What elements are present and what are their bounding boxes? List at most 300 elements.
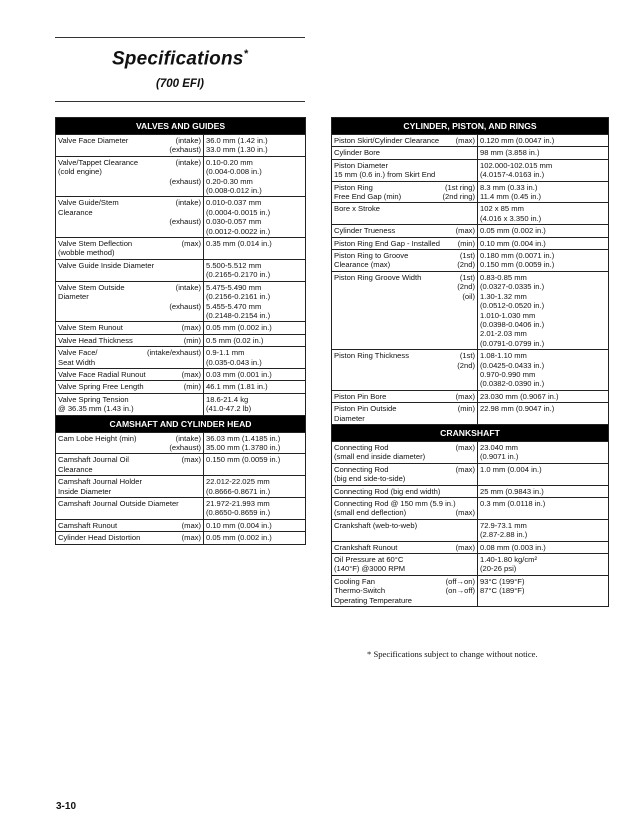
- spec-label: (cold engine): [58, 167, 102, 177]
- spec-label-line: [334, 204, 475, 213]
- spec-value-cell: [478, 135, 609, 147]
- spec-label-cell: [56, 156, 204, 197]
- title-text: Specifications: [111, 48, 244, 70]
- right-spec-table: [331, 117, 609, 607]
- spec-qualifier: (2nd): [457, 360, 475, 370]
- spec-label: Inside Diameter: [58, 486, 112, 496]
- spec-row: [332, 575, 609, 606]
- spec-value: 22.012-22.025 mm: [206, 477, 270, 487]
- spec-label-line: [334, 499, 475, 508]
- spec-label: Thermo-Switch: [334, 586, 386, 596]
- spec-label-line: [58, 177, 201, 186]
- spec-value: 0.010-0.037 mm: [206, 198, 262, 208]
- spec-label-cell: [56, 381, 204, 393]
- spec-value-cell: [478, 225, 609, 237]
- spec-label-line: [58, 136, 201, 145]
- spec-label-cell: [56, 498, 204, 520]
- spec-label-cell: [332, 350, 478, 391]
- spec-label-cell: [332, 271, 478, 349]
- spec-qualifier: (2nd): [457, 260, 475, 270]
- spec-value: 21.972-21.993 mm: [206, 499, 270, 508]
- spec-label-cell: [332, 159, 478, 181]
- spec-row: [56, 322, 306, 334]
- spec-label-line: [58, 167, 201, 176]
- spec-qualifier: (off→on): [445, 576, 475, 586]
- spec-label-line: [58, 533, 201, 542]
- spec-label-line: [58, 443, 201, 452]
- spec-row: [332, 519, 609, 541]
- spec-label: Clearance (max): [334, 260, 391, 270]
- spec-value-cell: [478, 575, 609, 606]
- spec-label: Crankshaft Runout: [334, 542, 398, 552]
- spec-value: 2.01-2.03 mm: [480, 329, 527, 339]
- crankshaft-header: CRANKSHAFT: [332, 424, 609, 441]
- cylinder-piston-rings-rows: [332, 135, 609, 425]
- spec-label: Camshaft Journal Holder: [58, 477, 142, 487]
- spec-label: Valve Guide Inside Diameter: [58, 260, 155, 270]
- spec-label-line: [58, 198, 201, 207]
- spec-qualifier: (max): [181, 533, 201, 543]
- spec-label-cell: [56, 281, 204, 322]
- spec-value: (0.004-0.008 in.): [206, 167, 262, 177]
- spec-qualifier: (min): [183, 382, 201, 392]
- spec-label: Connecting Rod @ 150 mm (5.9 in.): [334, 499, 456, 508]
- spec-label: Seat Width: [58, 357, 96, 367]
- spec-qualifier: (min): [457, 404, 475, 414]
- spec-value: 1.010-1.030 mm: [480, 310, 536, 320]
- spec-label-line: [334, 192, 475, 201]
- spec-label-line: [334, 170, 475, 179]
- spec-value: (0.0004-0.0015 in.): [206, 207, 271, 217]
- spec-qualifier: [199, 208, 201, 217]
- spec-label: Cylinder Trueness: [334, 226, 396, 236]
- spec-qualifier: (on→off): [445, 586, 475, 596]
- spec-value: (4.016 x 3.350 in.): [480, 213, 542, 223]
- spec-qualifier: [199, 292, 201, 301]
- spec-label: Diameter: [334, 413, 365, 423]
- spec-value: 36.0 mm (1.42 in.): [206, 136, 268, 145]
- spec-row: [332, 463, 609, 485]
- spec-qualifier: (max): [181, 520, 201, 530]
- spec-row: [332, 554, 609, 576]
- spec-value-cell: [478, 485, 609, 497]
- spec-label: (small end inside diameter): [334, 452, 426, 462]
- spec-label-line: [58, 382, 201, 391]
- spec-value-cell: [204, 322, 306, 334]
- spec-qualifier: [199, 465, 201, 474]
- spec-label-line: [334, 452, 475, 461]
- spec-value: 5.500-5.512 mm: [206, 260, 262, 270]
- spec-label-line: [334, 521, 475, 530]
- spec-value: 93°C (199°F): [480, 576, 525, 586]
- spec-value-cell: [478, 237, 609, 249]
- left-spec-table: [55, 117, 306, 545]
- spec-value: 87°C (189°F): [480, 586, 525, 596]
- spec-label-line: [58, 323, 201, 332]
- camshaft-cylinder-head-header: CAMSHAFT AND CYLINDER HEAD: [56, 415, 306, 432]
- spec-label-line: [58, 261, 201, 270]
- spec-label: (140°F) @3000 RPM: [334, 564, 406, 574]
- spec-label-line: [58, 348, 201, 357]
- spec-label: Oil Pressure at 60°C: [334, 555, 404, 565]
- spec-qualifier: (intake): [175, 157, 201, 167]
- page-subtitle: (700 EFI): [156, 78, 204, 90]
- spec-value: (0.8650-0.8659 in.): [206, 508, 271, 518]
- spec-value-cell: [204, 368, 306, 380]
- spec-qualifier: (min): [457, 238, 475, 248]
- spec-label-line: [334, 465, 475, 474]
- spec-value-cell: [478, 181, 609, 203]
- spec-label: Piston Ring End Gap - Installed: [334, 238, 440, 248]
- spec-value-cell: [204, 197, 306, 238]
- spec-value: 1.40-1.80 kg/cm²: [480, 555, 537, 565]
- spec-row: [332, 181, 609, 203]
- spec-label: Connecting Rod (big end width): [334, 486, 441, 496]
- header-rule-bottom: [55, 101, 305, 102]
- spec-label-cell: [56, 532, 204, 544]
- spec-value: 22.98 mm (0.9047 in.): [480, 404, 555, 414]
- spec-label-line: [334, 260, 475, 269]
- spec-value: 33.0 mm (1.30 in.): [206, 145, 268, 155]
- spec-label-cell: [56, 259, 204, 281]
- spec-qualifier: (1st ring): [445, 182, 475, 192]
- spec-label-cell: [332, 225, 478, 237]
- spec-value-cell: [478, 463, 609, 485]
- spec-label: Operating Temperature: [334, 595, 412, 605]
- spec-label-line: [58, 404, 201, 413]
- spec-value: 11.4 mm (0.45 in.): [480, 192, 542, 202]
- spec-label: Piston Pin Bore: [334, 391, 387, 401]
- crankshaft-rows: [332, 441, 609, 606]
- spec-label: Valve Guide/Stem: [58, 198, 119, 208]
- spec-value-cell: [204, 238, 306, 260]
- spec-row: [332, 350, 609, 391]
- spec-value-cell: [478, 350, 609, 391]
- spec-value: (0.008-0.012 in.): [206, 186, 262, 196]
- spec-qualifier: [473, 161, 475, 170]
- spec-qualifier: (max): [455, 226, 475, 236]
- spec-qualifier: (intake): [175, 282, 201, 292]
- spec-qualifier: (intake): [175, 136, 201, 145]
- spec-label-cell: [332, 519, 478, 541]
- spec-qualifier: (max): [181, 369, 201, 379]
- spec-value: (0.2156-0.2161 in.): [206, 292, 271, 302]
- spec-label: Camshaft Journal Oil: [58, 455, 129, 465]
- spec-value: 102.000-102.015 mm: [480, 160, 553, 170]
- spec-value-cell: [478, 147, 609, 159]
- spec-label-line: [58, 208, 201, 217]
- spec-label-line: [58, 395, 201, 404]
- spec-qualifier: (exhaust): [169, 217, 201, 227]
- spec-qualifier: (exhaust): [169, 442, 201, 452]
- spec-qualifier: (intake/exhaust): [146, 348, 201, 358]
- spec-value: 1.0 mm (0.004 in.): [480, 464, 542, 474]
- spec-value: (0.2165-0.2170 in.): [206, 270, 271, 280]
- cylinder-piston-rings-header: CYLINDER, PISTON, AND RINGS: [332, 118, 609, 135]
- spec-label-line: [334, 148, 475, 157]
- spec-qualifier: [473, 414, 475, 423]
- spec-label-cell: [332, 441, 478, 463]
- spec-qualifier: (max): [455, 136, 475, 145]
- spec-label-cell: [56, 322, 204, 334]
- spec-label: Valve/Tappet Clearance: [58, 157, 139, 167]
- spec-row: [56, 393, 306, 415]
- spec-label-cell: [56, 432, 204, 454]
- spec-label-line: [58, 434, 201, 443]
- spec-row: [56, 432, 306, 454]
- spec-row: [56, 259, 306, 281]
- spec-value: 102 x 85 mm: [480, 204, 524, 214]
- spec-label-line: [58, 239, 201, 248]
- spec-label: 15 mm (0.6 in.) from Skirt End: [334, 170, 436, 180]
- spec-label-cell: [332, 250, 478, 272]
- spec-label-line: [58, 292, 201, 301]
- spec-qualifier: [473, 499, 475, 508]
- spec-row: [56, 519, 306, 531]
- spec-qualifier: [473, 474, 475, 483]
- spec-qualifier: [199, 248, 201, 257]
- spec-label-line: [58, 158, 201, 167]
- spec-label-line: [334, 273, 475, 282]
- spec-value: 1.30-1.32 mm: [480, 291, 527, 301]
- spec-value: 23.030 mm (0.9067 in.): [480, 391, 559, 401]
- spec-label-line: [334, 226, 475, 235]
- spec-qualifier: [473, 596, 475, 605]
- spec-value: 35.00 mm (1.3780 in.): [206, 442, 281, 452]
- spec-label-line: [58, 358, 201, 367]
- spec-label: Connecting Rod: [334, 442, 389, 452]
- spec-value-cell: [204, 259, 306, 281]
- header-rule-top: [55, 37, 305, 38]
- spec-label: Valve Spring Free Length: [58, 382, 144, 392]
- spec-label-cell: [56, 347, 204, 369]
- spec-value: 18.6-21.4 kg: [206, 394, 249, 404]
- spec-label-line: [334, 251, 475, 260]
- spec-value: (41.0-47.2 lb): [206, 404, 252, 414]
- footnote: * Specifications subject to change without notice.: [367, 649, 538, 659]
- spec-label-cell: [332, 541, 478, 553]
- spec-label-cell: [56, 135, 204, 157]
- spec-label-cell: [56, 393, 204, 415]
- spec-value: 36.03 mm (1.4185 in.): [206, 433, 281, 443]
- spec-value-cell: [478, 541, 609, 553]
- spec-label-line: [58, 302, 201, 311]
- spec-label-line: [334, 292, 475, 301]
- spec-value-cell: [478, 554, 609, 576]
- spec-qualifier: [473, 452, 475, 461]
- spec-value-cell: [204, 519, 306, 531]
- spec-label: @ 36.35 mm (1.43 in.): [58, 404, 134, 414]
- spec-label: (wobble method): [58, 248, 115, 258]
- spec-qualifier: [473, 148, 475, 157]
- spec-label-line: [334, 596, 475, 605]
- spec-value: 0.10-0.20 mm: [206, 157, 253, 167]
- page-title: [55, 48, 305, 70]
- spec-value: (0.0327-0.0335 in.): [480, 282, 545, 292]
- valves-guides-rows: [56, 135, 306, 416]
- spec-label: Cylinder Head Distortion: [58, 533, 141, 543]
- spec-label: Connecting Rod: [334, 464, 389, 474]
- title-asterisk: *: [243, 48, 249, 60]
- spec-label-cell: [332, 554, 478, 576]
- spec-label-line: [58, 248, 201, 257]
- spec-value: 0.03 mm (0.001 in.): [206, 369, 272, 379]
- spec-label-line: [334, 577, 475, 586]
- spec-label: Piston Ring: [334, 182, 373, 192]
- spec-row: [56, 476, 306, 498]
- spec-label: Piston Skirt/Cylinder Clearance: [334, 136, 440, 145]
- spec-value: 5.455-5.470 mm: [206, 301, 262, 311]
- spec-label-cell: [332, 237, 478, 249]
- spec-label-cell: [332, 463, 478, 485]
- spec-label-cell: [332, 147, 478, 159]
- spec-value: (0.0382-0.0390 in.): [480, 379, 545, 389]
- spec-row: [332, 135, 609, 147]
- spec-row: [56, 454, 306, 476]
- spec-label-line: [334, 586, 475, 595]
- spec-label-cell: [332, 498, 478, 520]
- spec-qualifier: (intake): [175, 433, 201, 443]
- spec-row: [56, 368, 306, 380]
- spec-qualifier: (1st): [459, 272, 475, 282]
- spec-row: [332, 390, 609, 402]
- spec-qualifier: (max): [455, 391, 475, 401]
- spec-qualifier: (max): [455, 464, 475, 474]
- spec-value: 46.1 mm (1.81 in.): [206, 382, 268, 392]
- spec-value-cell: [478, 159, 609, 181]
- spec-label-line: [334, 443, 475, 452]
- spec-value: 98 mm (3.858 in.): [480, 148, 540, 158]
- spec-label-line: [334, 361, 475, 370]
- spec-value: (0.2148-0.2154 in.): [206, 310, 271, 320]
- spec-value: 23.040 mm: [480, 442, 518, 452]
- spec-value: 72.9-73.1 mm: [480, 520, 527, 530]
- valves-guides-header: VALVES AND GUIDES: [56, 118, 306, 135]
- spec-label: Crankshaft (web-to-web): [334, 520, 418, 530]
- spec-row: [56, 381, 306, 393]
- spec-value: 0.08 mm (0.003 in.): [480, 542, 546, 552]
- spec-row: [56, 156, 306, 197]
- spec-label-cell: [56, 476, 204, 498]
- spec-label: Clearance: [58, 207, 93, 217]
- spec-qualifier: (1st): [459, 251, 475, 261]
- spec-qualifier: (2nd): [457, 282, 475, 292]
- spec-qualifier: [473, 487, 475, 496]
- spec-value: 0.150 mm (0.0059 in.): [206, 455, 281, 465]
- spec-value: (0.8666-0.8671 in.): [206, 486, 271, 496]
- spec-label: Piston Ring Thickness: [334, 351, 409, 361]
- spec-label-cell: [332, 135, 478, 147]
- spec-label-line: [58, 487, 201, 496]
- spec-label-cell: [332, 181, 478, 203]
- spec-row: [56, 532, 306, 544]
- spec-value-cell: [204, 393, 306, 415]
- spec-qualifier: (oil): [462, 291, 475, 301]
- camshaft-cylinder-head-rows: [56, 432, 306, 544]
- spec-value-cell: [478, 250, 609, 272]
- spec-qualifier: (2nd ring): [442, 192, 475, 202]
- spec-label: Valve Face/: [58, 348, 98, 358]
- spec-row: [332, 498, 609, 520]
- spec-row: [332, 541, 609, 553]
- spec-row: [332, 203, 609, 225]
- spec-label: (big end side-to-side): [334, 474, 406, 484]
- spec-value: (0.9071 in.): [480, 452, 519, 462]
- spec-row: [332, 485, 609, 497]
- spec-label: Valve Stem Deflection: [58, 239, 133, 249]
- spec-label: Diameter: [58, 292, 89, 302]
- spec-label: Valve Stem Outside: [58, 282, 125, 292]
- spec-label-line: [58, 145, 201, 154]
- spec-label-line: [334, 508, 475, 517]
- spec-label: Cooling Fan: [334, 576, 375, 586]
- spec-value-cell: [204, 135, 306, 157]
- spec-qualifier: [199, 404, 201, 413]
- spec-qualifier: [473, 555, 475, 564]
- spec-qualifier: [473, 170, 475, 179]
- spec-qualifier: (exhaust): [169, 176, 201, 186]
- spec-value: 0.10 mm (0.004 in.): [206, 520, 272, 530]
- spec-label: Bore x Stroke: [334, 204, 381, 214]
- spec-label-line: [58, 465, 201, 474]
- spec-value-cell: [204, 281, 306, 322]
- spec-label-line: [334, 239, 475, 248]
- spec-value: 0.9-1.1 mm: [206, 348, 245, 358]
- spec-label-line: [334, 564, 475, 573]
- spec-label-cell: [332, 390, 478, 402]
- spec-label-cell: [332, 575, 478, 606]
- spec-value: (0.035-0.043 in.): [206, 357, 262, 367]
- spec-value: 0.120 mm (0.0047 in.): [480, 136, 555, 145]
- spec-qualifier: [199, 487, 201, 496]
- spec-value: 5.475-5.490 mm: [206, 282, 262, 292]
- spec-label-line: [334, 136, 475, 145]
- spec-value-cell: [204, 476, 306, 498]
- spec-value-cell: [478, 498, 609, 520]
- spec-value: 0.150 mm (0.0059 in.): [480, 260, 555, 270]
- spec-value: (0.0398-0.0406 in.): [480, 319, 545, 329]
- spec-value: 0.030-0.057 mm: [206, 217, 262, 227]
- spec-value: 0.20-0.30 mm: [206, 176, 253, 186]
- spec-qualifier: [473, 521, 475, 530]
- spec-label: Piston Diameter: [334, 160, 389, 170]
- spec-label-cell: [56, 334, 204, 346]
- spec-value: 0.05 mm (0.002 in.): [206, 323, 272, 333]
- spec-qualifier: (max): [181, 239, 201, 249]
- spec-value: (20-26 psi): [480, 564, 517, 574]
- spec-row: [332, 403, 609, 425]
- spec-qualifier: [199, 167, 201, 176]
- spec-value-cell: [478, 271, 609, 349]
- spec-value-cell: [204, 334, 306, 346]
- spec-label-line: [334, 282, 475, 291]
- spec-row: [332, 271, 609, 349]
- spec-label: Valve Spring Tension: [58, 394, 129, 404]
- spec-qualifier: (max): [455, 508, 475, 518]
- spec-value: 0.3 mm (0.0118 in.): [480, 499, 546, 508]
- spec-label-line: [334, 183, 475, 192]
- spec-label-line: [334, 351, 475, 360]
- spec-label-line: [58, 499, 201, 508]
- spec-label-line: [334, 555, 475, 564]
- spec-row: [56, 197, 306, 238]
- spec-label-line: [334, 414, 475, 423]
- spec-label-cell: [56, 197, 204, 238]
- spec-value-cell: [204, 532, 306, 544]
- spec-value: 0.180 mm (0.0071 in.): [480, 251, 555, 261]
- spec-label-line: [334, 474, 475, 483]
- spec-value: 25 mm (0.9843 in.): [480, 486, 544, 496]
